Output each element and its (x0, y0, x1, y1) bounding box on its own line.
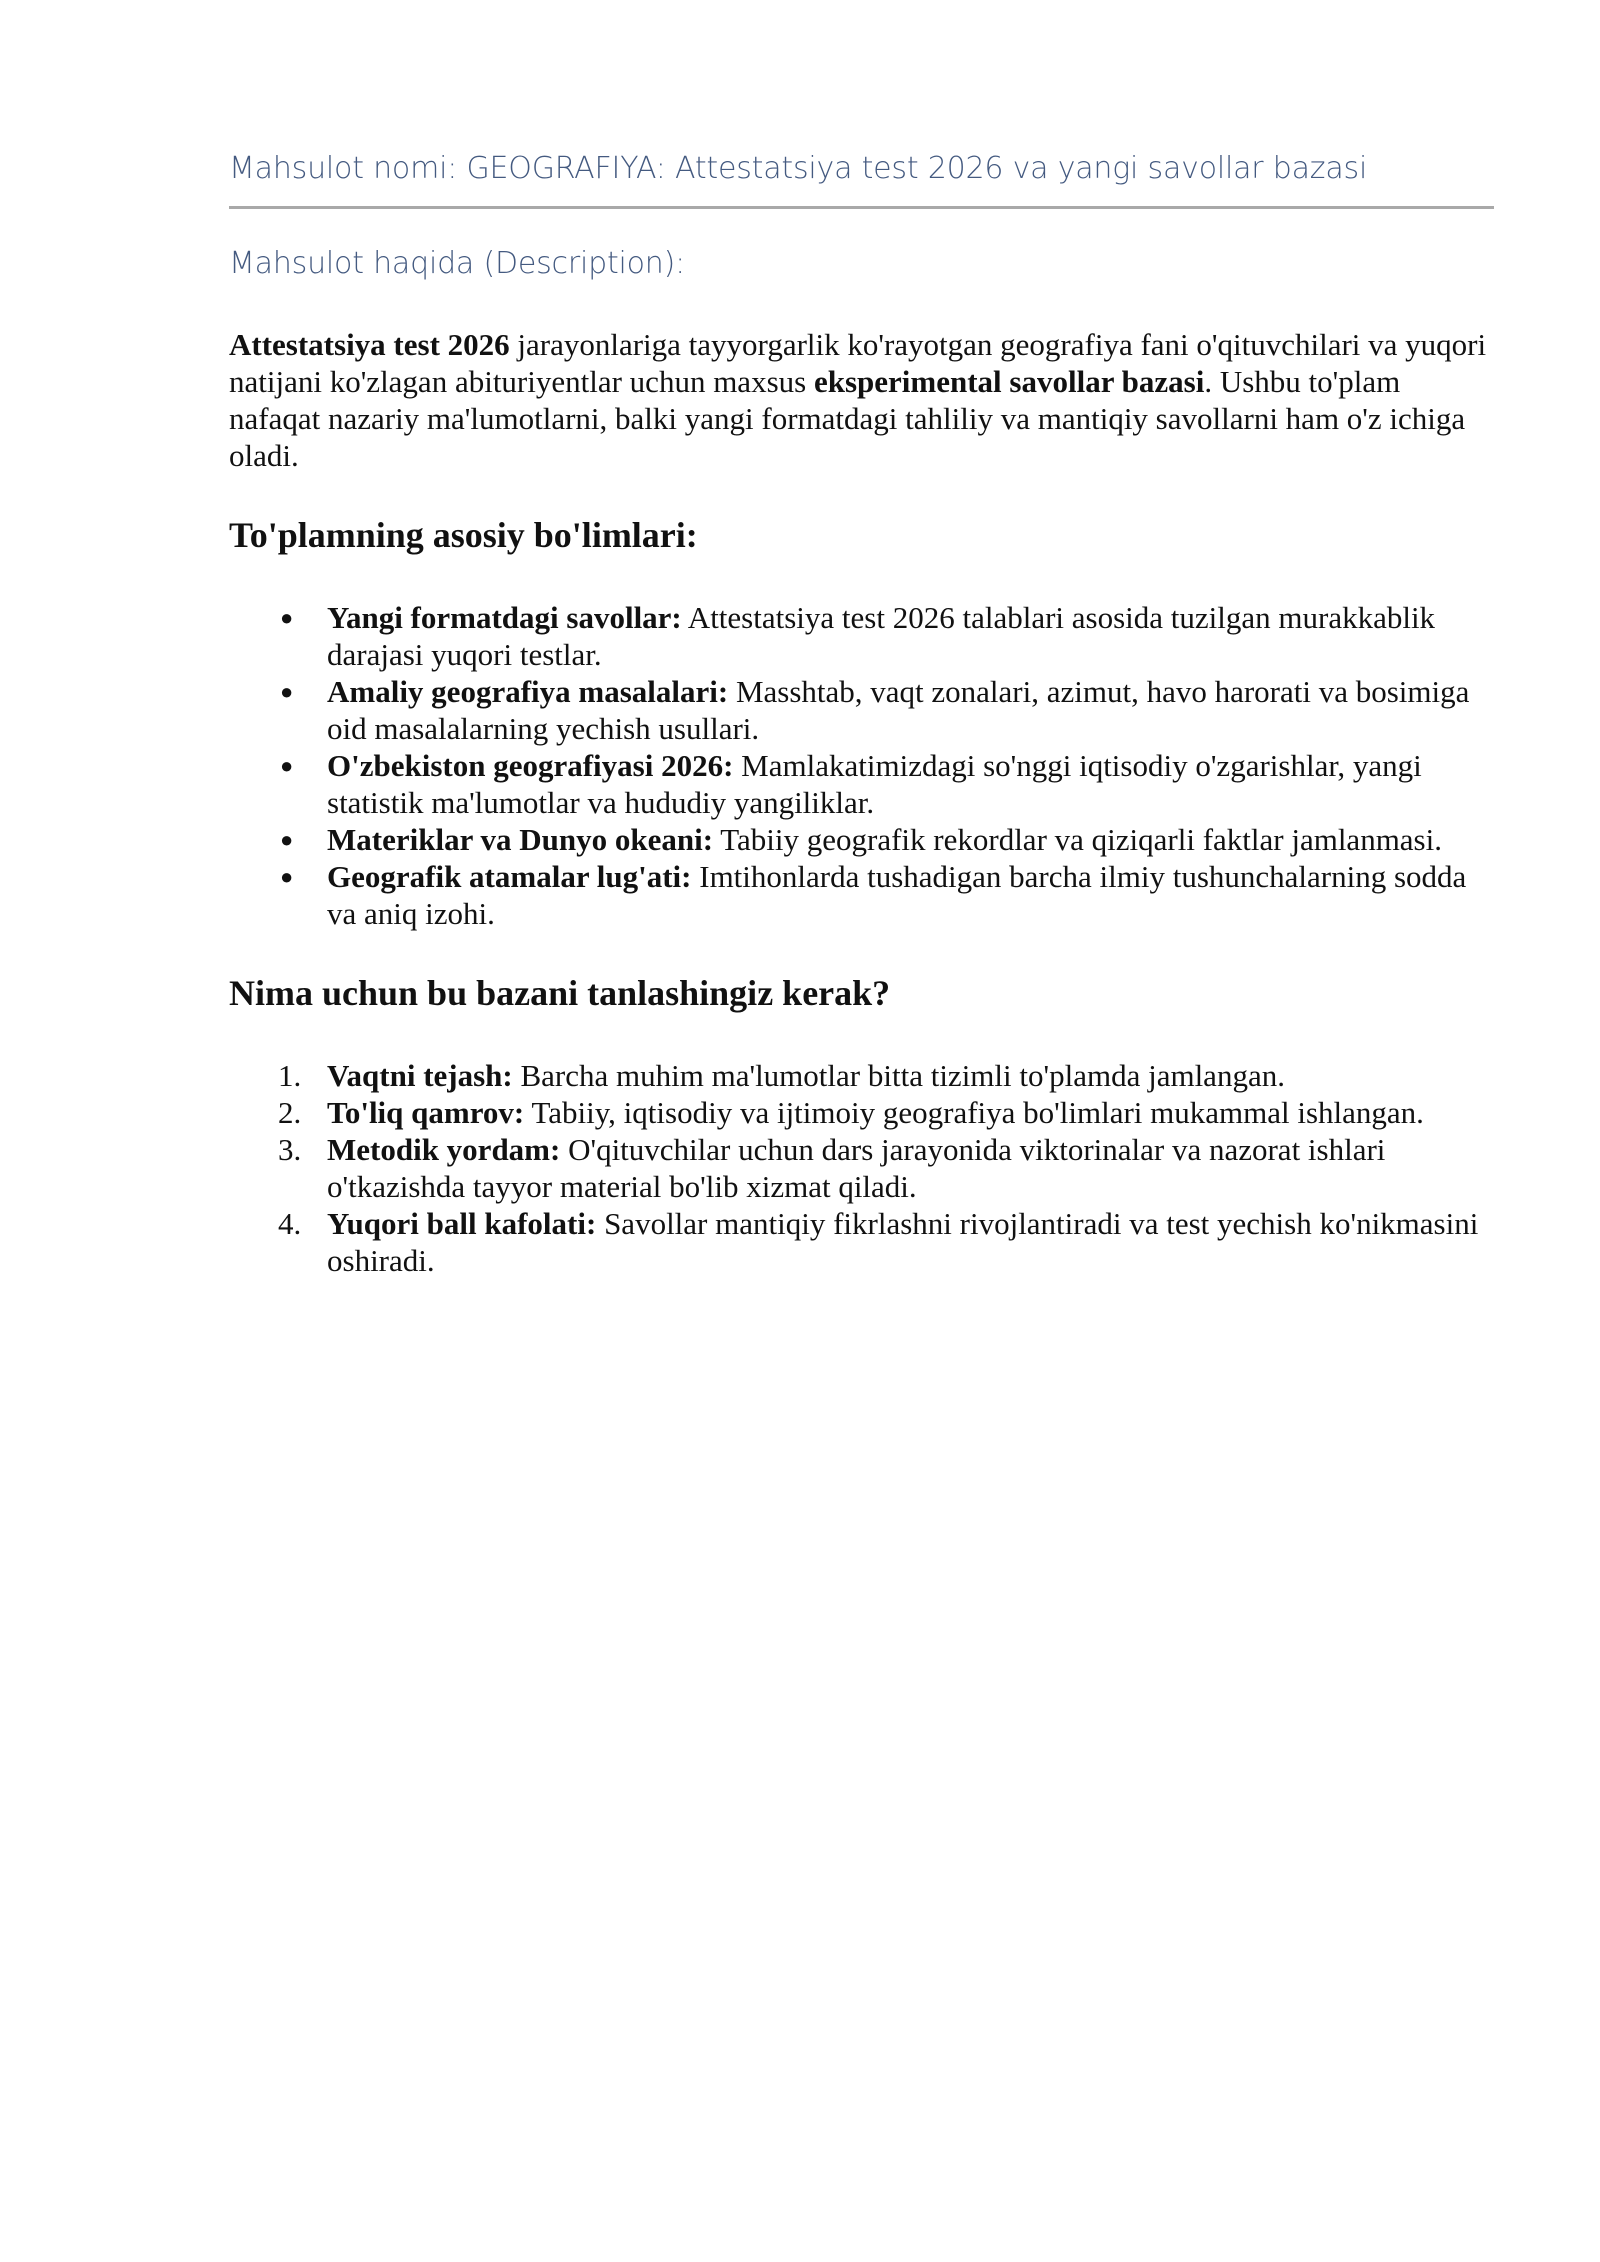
list-number: 3. (278, 1132, 302, 1168)
bullet-icon: ● (280, 753, 294, 779)
bullet-icon: ● (280, 605, 294, 631)
bullet-icon: ● (280, 679, 294, 705)
description-heading: Mahsulot haqida (Description): (229, 245, 686, 281)
document-page (229, 150, 1494, 1279)
list-item-text: Barcha muhim ma'lumotlar bitta tizimli to'plamda jamlangan. (512, 1058, 1285, 1094)
bullet-icon: ● (280, 864, 294, 890)
sections-heading: To'plamning asosiy bo'limlari: (229, 515, 698, 555)
list-item-text: Tabiiy geografik rekordlar va qiziqarli faktlar jamlanmasi. (713, 822, 1442, 858)
list-item-text: Masshtab, vaqt zonalari, azimut, havo harorati va bosimiga oid masalalarning yechish usullari. (327, 674, 1470, 747)
reasons-list (229, 1057, 1494, 1279)
list-number: 2. (278, 1095, 302, 1131)
list-item (229, 1205, 1494, 1279)
list-item (229, 1057, 1494, 1094)
list-item-text: Mamlakatimizdagi so'nggi iqtisodiy o'zgarishlar, yangi statistik ma'lumotlar va hududiy yangiliklar. (327, 748, 1422, 821)
list-item-title: Amaliy geografiya masalalari: (327, 674, 729, 710)
list-number: 4. (278, 1206, 302, 1242)
list-number: 1. (278, 1058, 302, 1094)
intro-text-part2: . Ushbu to'plam nafaqat nazariy ma'lumotlarni, balki yangi formatdagi tahliliy va mantiqiy savollarni ham o'z ichiga oladi. (229, 364, 1466, 473)
list-item (229, 1131, 1494, 1205)
list-item-title: Materiklar va Dunyo okeani: (327, 822, 714, 858)
list-item (229, 747, 1494, 821)
intro-bold-database: eksperimental savollar bazasi (813, 364, 1205, 399)
list-item-text: Imtihonlarda tushadigan barcha ilmiy tushunchalarning sodda va aniq izohi. (327, 859, 1467, 932)
list-item-title: Yangi formatdagi savollar: (327, 600, 682, 636)
document-title: Mahsulot nomi: GEOGRAFIYA: Attestatsiya test 2026 va yangi savollar bazasi (229, 150, 1494, 209)
intro-text-part1: jarayonlariga tayyorgarlik ko'rayotgan geografiya fani o'qituvchilari va yuqori natijani ko'zlagan abituriyentlar uchun maxsus (229, 327, 1487, 399)
list-item-title: O'zbekiston geografiyasi 2026: (327, 748, 734, 784)
list-item (229, 599, 1494, 673)
list-item-title: To'liq qamrov: (327, 1095, 525, 1131)
list-item-title: Vaqtni tejash: (327, 1058, 513, 1094)
list-item (229, 858, 1494, 932)
list-item-text: Tabiiy, iqtisodiy va ijtimoiy geografiya bo'limlari mukammal ishlangan. (524, 1095, 1424, 1131)
intro-paragraph (229, 326, 1494, 474)
bullet-icon: ● (280, 827, 294, 853)
intro-bold-test-name: Attestatsiya test 2026 (229, 327, 510, 362)
list-item-title: Geografik atamalar lug'ati: (327, 859, 692, 895)
list-item-title: Metodik yordam: (327, 1132, 561, 1168)
sections-list (229, 599, 1494, 932)
list-item (229, 1094, 1494, 1131)
list-item-text: O'qituvchilar uchun dars jarayonida viktorinalar va nazorat ishlari o'tkazishda tayyor material bo'lib xizmat qiladi. (327, 1132, 1386, 1205)
list-item-text: Savollar mantiqiy fikrlashni rivojlantiradi va test yechish ko'nikmasini oshiradi. (327, 1206, 1479, 1279)
list-item-text: Attestatsiya test 2026 talablari asosida tuzilgan murakkablik darajasi yuqori testlar. (327, 600, 1436, 673)
list-item-title: Yuqori ball kafolati: (327, 1206, 597, 1242)
list-item (229, 821, 1494, 858)
reasons-heading: Nima uchun bu bazani tanlashingiz kerak? (229, 973, 891, 1014)
list-item (229, 673, 1494, 747)
